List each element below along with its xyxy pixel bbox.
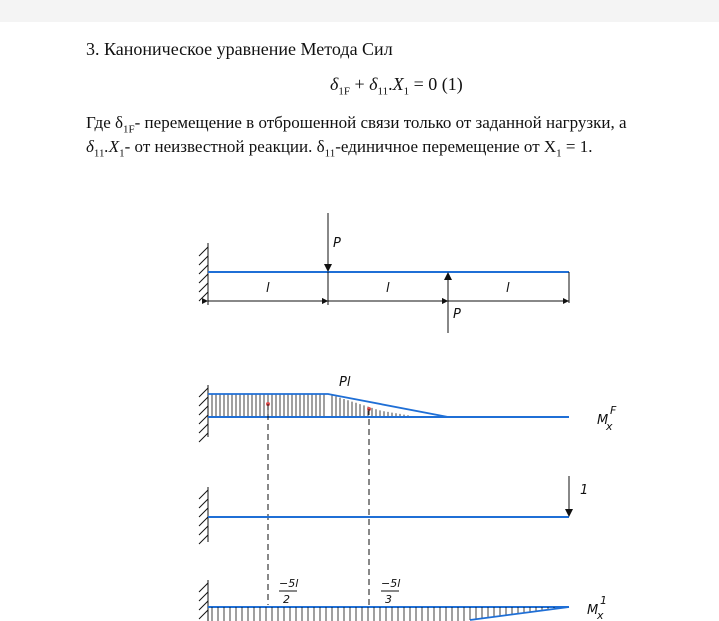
moment-1-ordinate-1-num: −5l [279, 577, 299, 590]
span-label-3: l [506, 281, 510, 296]
para-text-4: -единичное перемещение от X [335, 137, 557, 156]
para-sub-3: 1 [556, 147, 562, 160]
eq-delta-1-sub: 1F [338, 85, 350, 98]
para-x: .X [104, 137, 120, 156]
para-delta-sub: 11 [93, 147, 105, 160]
eq-x-sub: 1 [403, 85, 410, 98]
moment-diagram-1 [199, 577, 607, 621]
span-label-1: l [266, 281, 270, 296]
moment-1-sub: x [597, 609, 604, 621]
para-sub-1: 1F [123, 123, 135, 136]
moment-1-sup: 1 [600, 594, 607, 607]
para-delta: δ [86, 137, 94, 156]
moment-1-ordinate-2-num: −5l [381, 577, 401, 590]
fixed-support-4 [199, 580, 208, 621]
moment-F-hatching [212, 394, 408, 417]
eq-rest: = 0 (1) [409, 74, 463, 94]
fixed-support-2 [199, 385, 208, 442]
eq-delta-2: δ [369, 74, 378, 94]
load-label-bottom: P [453, 307, 461, 322]
eq-x: X [392, 74, 404, 94]
moment-F-name: M [597, 413, 609, 428]
para-sub-2: 11 [324, 147, 336, 160]
para-x-sub: 1 [119, 147, 125, 160]
para-text-3: - от неизвестной реакции. δ [124, 137, 325, 156]
beam-diagram [199, 213, 569, 333]
eq-delta-1: δ [330, 74, 339, 94]
eq-dot: . [388, 74, 393, 94]
fixed-support-1 [199, 243, 208, 301]
span-label-2: l [386, 281, 390, 296]
moment-1-name: M [587, 603, 599, 618]
section-heading: 3. Каноническое уравнение Метода Сил [86, 39, 393, 59]
para-text-1: Где δ [86, 113, 124, 132]
moment-diagram-F [199, 375, 617, 442]
fixed-support-3 [199, 487, 208, 544]
unit-force-label: 1 [580, 483, 589, 498]
load-label-top: P [333, 236, 341, 251]
moment-1-hatching [212, 607, 554, 621]
para-text-2: - перемещение в отброшенной связи только от заданной нагрузки, а [134, 113, 627, 132]
moment-1-ordinate-1-den: 2 [283, 593, 290, 606]
eq-plus: + [350, 74, 370, 94]
moment-1-ordinate-2-den: 3 [385, 593, 392, 606]
unit-beam [199, 476, 588, 544]
moment-1-outline [470, 607, 569, 620]
moment-F-sup: F [610, 404, 617, 417]
eq-delta-2-sub: 11 [377, 85, 389, 98]
para-text-5: = 1. [561, 137, 593, 156]
moment-F-peak-label: Pl [339, 375, 351, 390]
moment-F-sub: x [606, 420, 613, 433]
